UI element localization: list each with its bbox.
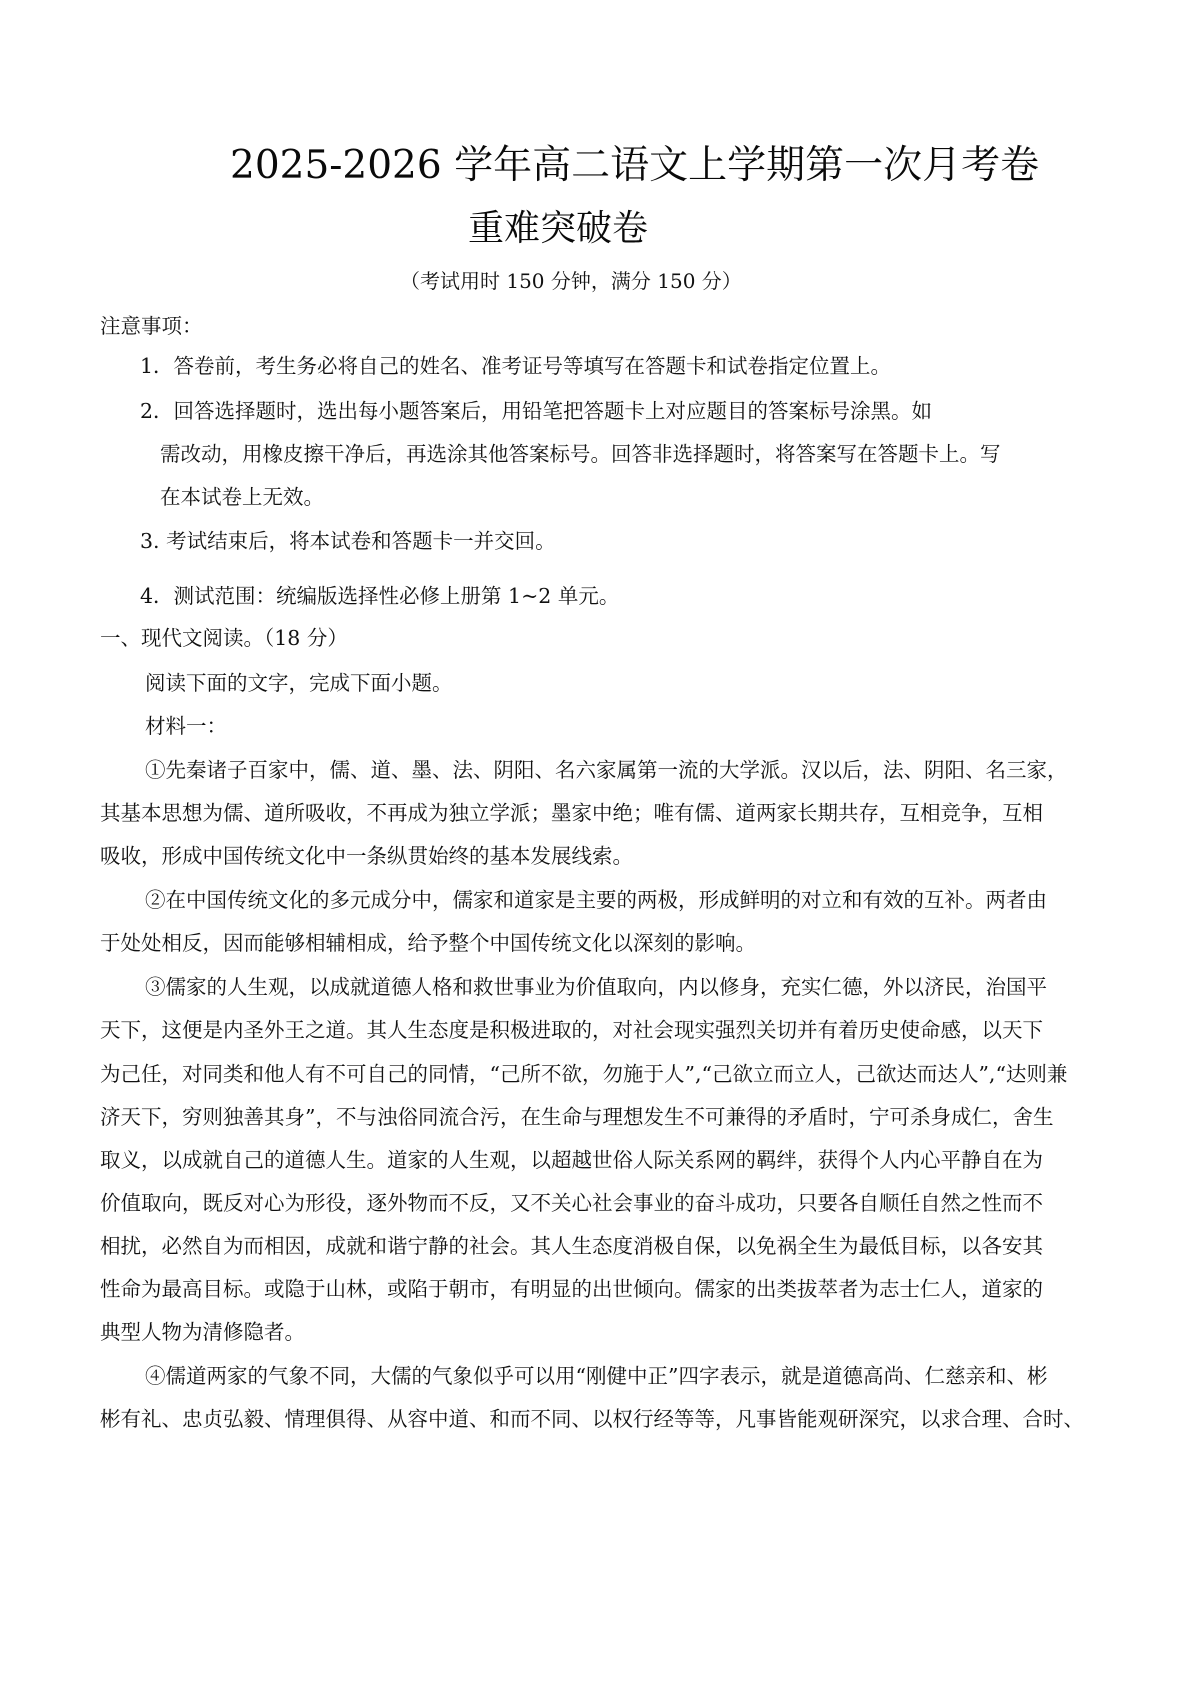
paragraph-line: 典型人物为清修隐者。 xyxy=(100,1320,305,1344)
notice-item-4: 4．测试范围：统编版选择性必修上册第 1~2 单元。 xyxy=(140,584,620,608)
paragraph-line: 价值取向，既反对心为形役，逐外物而不反，又不关心社会事业的奋斗成功，只要各自顺任自然之性而不 xyxy=(100,1191,1043,1215)
notice-item-1: 1．答卷前，考生务必将自己的姓名、准考证号等填写在答题卡和试卷指定位置上。 xyxy=(140,354,892,378)
paragraph-line: 吸收，形成中国传统文化中一条纵贯始终的基本发展线索。 xyxy=(100,844,633,868)
paragraph-line: 取义，以成就自己的道德人生。道家的人生观，以超越世俗人际关系网的羁绊，获得个人内心平静自在为 xyxy=(100,1148,1043,1172)
section-heading: 一、现代文阅读。（18 分） xyxy=(100,626,348,650)
section-instruction: 阅读下面的文字，完成下面小题。 xyxy=(145,671,453,695)
paragraph-line: 于处处相反，因而能够相辅相成，给予整个中国传统文化以深刻的影响。 xyxy=(100,931,756,955)
paragraph-line: 为己任，对同类和他人有不可自己的同情，“己所不欲，勿施于人”,“己欲立而立人，己欲达而达人”,“达则兼 xyxy=(100,1062,1068,1086)
notice-item-3: 3. 考试结束后，将本试卷和答题卡一并交回。 xyxy=(140,529,556,553)
exam-title: 2025-2026 学年高二语文上学期第一次月考卷 xyxy=(230,143,1040,188)
notice-heading: 注意事项： xyxy=(100,314,203,338)
paragraph-line: 相扰，必然自为而相因，成就和谐宁静的社会。其人生态度消极自保，以免祸全生为最低目标，以各安其 xyxy=(100,1234,1043,1258)
notice-item-2-cont: 在本试卷上无效。 xyxy=(160,485,324,509)
exam-subtitle: 重难突破卷 xyxy=(468,208,649,249)
paragraph-line: 其基本思想为儒、道所吸收，不再成为独立学派；墨家中绝；唯有儒、道两家长期共存，互相竞争，互相 xyxy=(100,801,1043,825)
paragraph-line: ②在中国传统文化的多元成分中，儒家和道家是主要的两极，形成鲜明的对立和有效的互补。两者由 xyxy=(145,888,1047,912)
paragraph-line: 天下，这便是内圣外王之道。其人生态度是积极进取的，对社会现实强烈关切并有着历史使命感，以天下 xyxy=(100,1018,1043,1042)
notice-item-2: 2．回答选择题时，选出每小题答案后，用铅笔把答题卡上对应题目的答案标号涂黑。如 xyxy=(140,399,933,423)
notice-item-2-cont: 需改动，用橡皮擦干净后，再选涂其他答案标号。回答非选择题时，将答案写在答题卡上。写 xyxy=(160,442,1001,466)
material-label: 材料一： xyxy=(145,714,227,738)
paragraph-line: ④儒道两家的气象不同，大儒的气象似乎可以用“刚健中正”四字表示，就是道德高尚、仁慈亲和、彬 xyxy=(145,1364,1048,1388)
paragraph-line: ③儒家的人生观，以成就道德人格和救世事业为价值取向，内以修身，充实仁德，外以济民，治国平 xyxy=(145,975,1047,999)
paragraph-line: 彬有礼、忠贞弘毅、情理俱得、从容中道、和而不同、以权行经等等，凡事皆能观研深究，以求合理、合时、 xyxy=(100,1407,1084,1431)
paragraph-line: 济天下，穷则独善其身”，不与浊俗同流合污，在生命与理想发生不可兼得的矛盾时，宁可杀身成仁，舍生 xyxy=(100,1105,1054,1129)
paragraph-line: 性命为最高目标。或隐于山林，或陷于朝市，有明显的出世倾向。儒家的出类拔萃者为志士仁人，道家的 xyxy=(100,1277,1043,1301)
exam-duration-info: （考试用时 150 分钟，满分 150 分） xyxy=(400,269,742,293)
paragraph-line: ①先秦诸子百家中，儒、道、墨、法、阴阳、名六家属第一流的大学派。汉以后，法、阴阳、名三家， xyxy=(145,758,1068,782)
